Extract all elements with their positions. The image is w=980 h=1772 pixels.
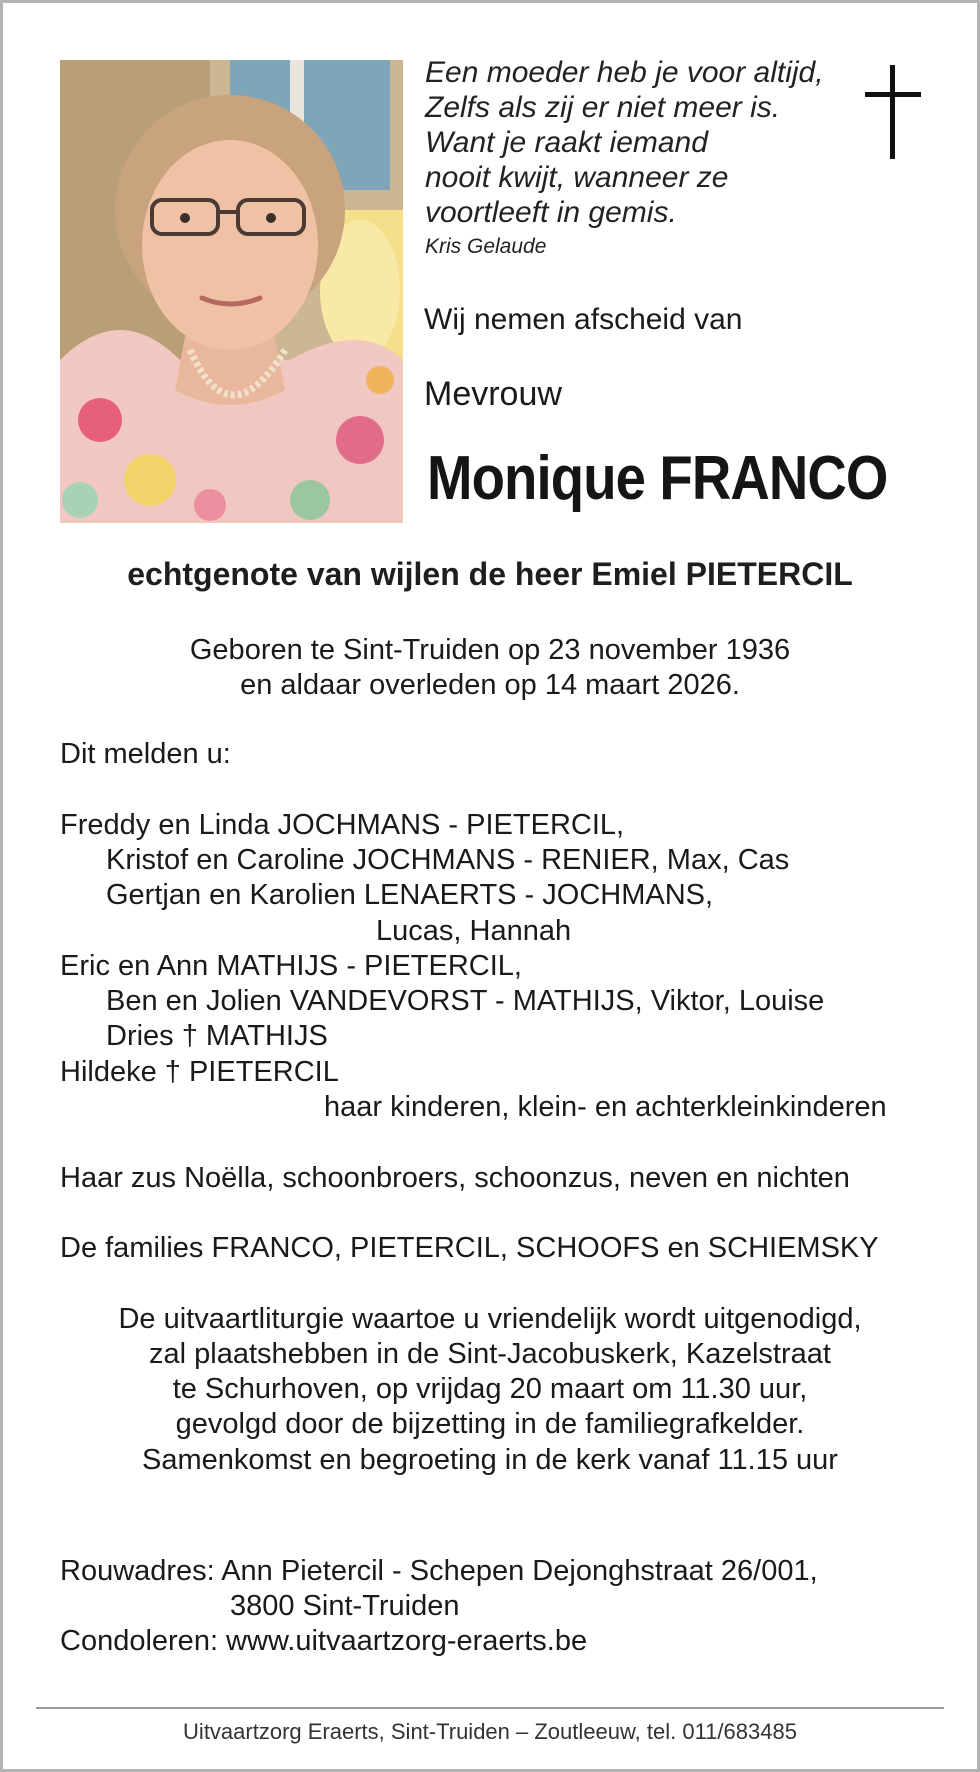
poem-line: nooit kwijt, wanneer ze [425,161,729,194]
liturgy-line: te Schurhoven, op vrijdag 20 maart om 11.30 uur, [172,1373,808,1405]
liturgy-line: De uitvaartliturgie waartoe u vriendelijk wordt uitgenodigd, [118,1303,862,1335]
poem-author: Kris Gelaude [425,235,547,258]
funeral-home-footer: Uitvaartzorg Eraerts, Sint-Truiden – Zoutleeuw, tel. 011/683485 [183,1719,797,1744]
liturgy-info [3,1302,977,1442]
spouse-line: echtgenote van wijlen de heer Emiel PIETERCIL [127,556,853,592]
poem-line: voortleeft in gemis. [425,196,677,229]
address-city: 3800 Sint-Truiden [230,1590,460,1622]
poem-line: Zelfs als zij er niet meer is. [425,91,781,124]
gathering-line: Samenkomst en begroeting in de kerk vanaf 11.15 uur [142,1444,838,1476]
gathering-info [3,1443,977,1478]
poem-line: Een moeder heb je voor altijd, [425,56,824,89]
birth-death-info [3,633,977,703]
address-line: Rouwadres: Ann Pietercil - Schepen Dejonghstraat 26/001, [60,1555,818,1587]
deceased-name: Monique FRANCO [427,444,888,513]
footer-divider [36,1707,944,1709]
announcement-intro: Dit melden u: [60,738,231,770]
sister-line: Haar zus Noëlla, schoonbroers, schoonzus, neven en nichten [60,1162,850,1194]
family-line: Dries † MATHIJS [106,1020,328,1052]
death-line: en aldaar overleden op 14 maart 2026. [240,669,740,701]
family-line: Kristof en Caroline JOCHMANS - RENIER, Max, Cas [106,844,790,876]
liturgy-line: gevolgd door de bijzetting in de familiegrafkelder. [175,1408,805,1440]
birth-line: Geboren te Sint-Truiden op 23 november 1936 [189,634,791,666]
family-line: Eric en Ann MATHIJS - PIETERCIL, [60,950,522,982]
family-line: Gertjan en Karolien LENAERTS - JOCHMANS, [106,879,714,911]
portrait-photo [60,60,403,523]
family-summary: haar kinderen, klein- en achterkleinkinderen [324,1091,887,1123]
family-line: Freddy en Linda JOCHMANS - PIETERCIL, [60,809,625,841]
poem [425,55,824,262]
farewell-text: Wij nemen afscheid van [424,303,743,336]
cross-icon [865,63,921,168]
families-line: De families FRANCO, PIETERCIL, SCHOOFS en SCHIEMSKY [60,1232,879,1264]
family-line: Hildeke † PIETERCIL [60,1056,339,1088]
liturgy-line: zal plaatshebben in de Sint-Jacobuskerk, Kazelstraat [149,1338,831,1370]
family-line: Ben en Jolien VANDEVORST - MATHIJS, Viktor, Louise [106,985,825,1017]
honorific: Mevrouw [424,375,562,413]
family-line: Lucas, Hannah [376,915,572,947]
poem-line: Want je raakt iemand [425,126,708,159]
condolence-line: Condoleren: www.uitvaartzorg-eraerts.be [60,1625,588,1657]
